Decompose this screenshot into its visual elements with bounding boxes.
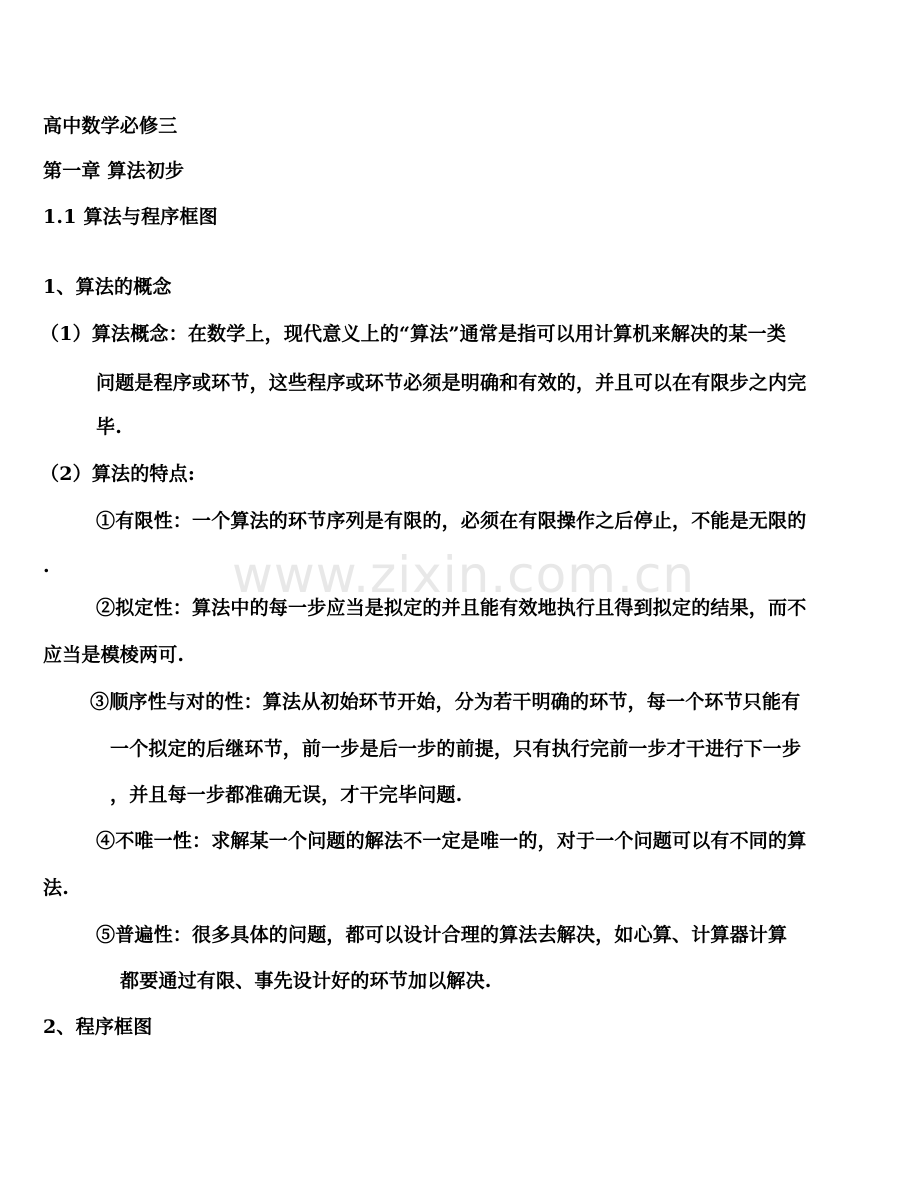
feature-sequence-line-3: ，并且每一步都准确无误，才干完毕问题. <box>110 784 463 806</box>
feature-finiteness-line-1: ①有限性：一个算法的环节序列是有限的，必须在有限操作之后停止，不能是无限的 <box>96 510 807 532</box>
feature-non-uniqueness-line-2: 法. <box>43 877 70 899</box>
feature-definiteness-line-1: ②拟定性：算法中的每一步应当是拟定的并且能有效地执行且得到拟定的结果，而不 <box>96 597 807 619</box>
algorithm-concept-line-3: 毕. <box>96 416 123 438</box>
feature-universality-line-1: ⑤普遍性：很多具体的问题，都可以设计合理的算法去解决，如心算、计算器计算 <box>96 924 788 946</box>
feature-sequence-line-1: ③顺序性与对的性：算法从初始环节开始，分为若干明确的环节，每一个环节只能有 <box>90 691 801 713</box>
algorithm-concept-line-1: （1）算法概念：在数学上，现代意义上的“算法”通常是指可以用计算机来解决的某一类 <box>40 323 787 345</box>
feature-finiteness-line-2: . <box>43 555 50 577</box>
section-title: 1.1 算法与程序框图 <box>43 206 218 228</box>
feature-definiteness-line-2: 应当是模棱两可. <box>43 644 185 666</box>
feature-non-uniqueness-line-1: ④不唯一性：求解某一个问题的解法不一定是唯一的，对于一个问题可以有不同的算 <box>96 830 807 852</box>
algorithm-concept-line-2: 问题是程序或环节，这些程序或环节必须是明确和有效的，并且可以在有限步之内完 <box>96 372 807 394</box>
algorithm-features-title: （2）算法的特点: <box>40 463 196 485</box>
feature-sequence-line-2: 一个拟定的后继环节，前一步是后一步的前提，只有执行完前一步才干进行下一步 <box>110 738 802 760</box>
feature-universality-line-2: 都要通过有限、事先设计好的环节加以解决. <box>120 970 492 992</box>
book-title: 高中数学必修三 <box>43 115 178 137</box>
watermark: www.zixin.com.cn <box>232 546 696 604</box>
subsection-1-title: 1、算法的概念 <box>43 276 172 298</box>
subsection-2-title: 2、程序框图 <box>43 1016 153 1038</box>
chapter-title: 第一章 算法初步 <box>43 160 185 182</box>
